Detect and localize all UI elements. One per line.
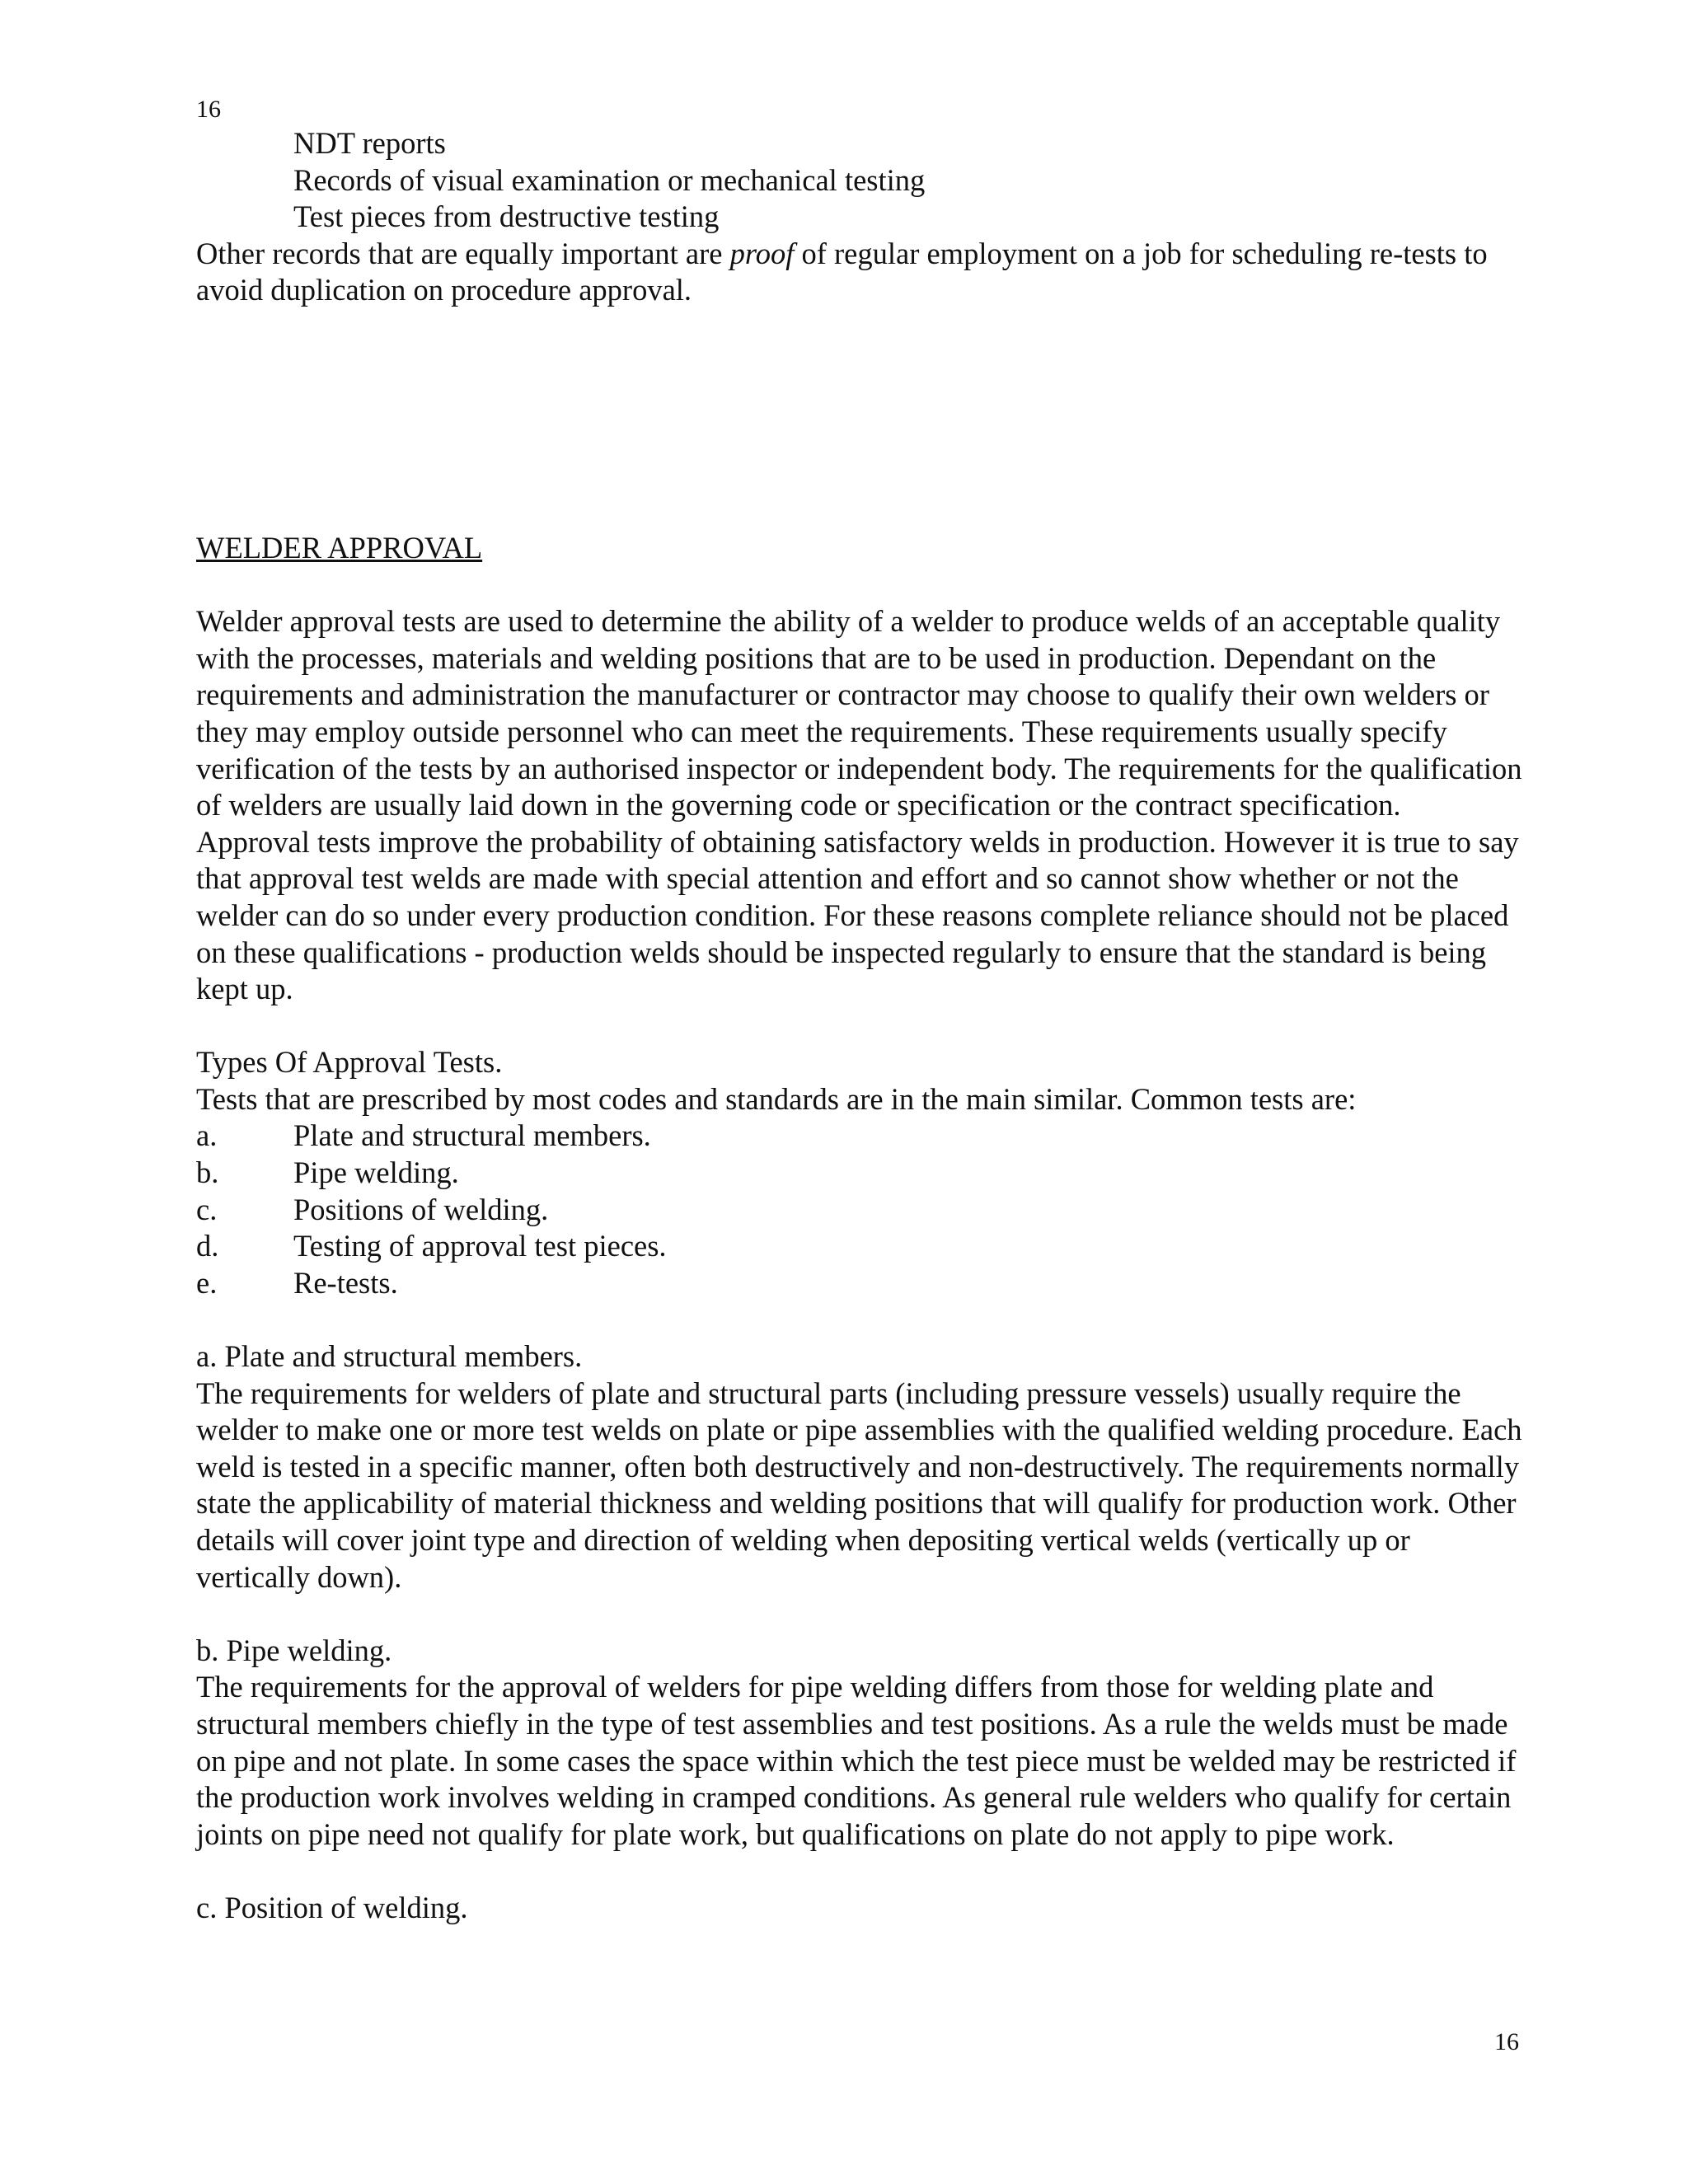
list-item-text: Pipe welding.: [293, 1155, 459, 1190]
types-title: Types Of Approval Tests.: [196, 1045, 503, 1080]
record-item-test-pieces: Test pieces from destructive testing: [293, 199, 720, 234]
section-a-title: a. Plate and structural members.: [196, 1339, 583, 1374]
list-item-letter: c.: [196, 1192, 218, 1226]
list-item: [196, 1228, 1523, 1265]
types-intro: Tests that are prescribed by most codes and standards are in the main similar. Common tests are:: [196, 1081, 1357, 1116]
list-item-text: Re-tests.: [293, 1265, 398, 1300]
list-item: [196, 1118, 1523, 1155]
list-item: [196, 1265, 1523, 1302]
document-body: [196, 125, 1523, 1927]
spacer: [196, 1596, 1523, 1633]
section-a-body: The requirements for welders of plate and structural parts (including pressure vessels) usually require the welder to make one or more test welds on plate or pipe assemblies with the qualified welding procedure. Each weld is tested in a specific manner, often both destructively and non-destructively. The requirements normally state the applicability of material thickness and welding positions that will qualify for production work. Other details will cover joint type and direction of welding when depositing vertical welds (vertically up or vertically down).: [196, 1376, 1522, 1594]
welder-approval-paragraph-2: Approval tests improve the probability of obtaining satisfactory welds in production. However it is true to say that approval test welds are made with special attention and effort and so cannot show whether or not the welder can do so under every production condition. For these reasons complete reliance should not be placed on these qualifications - production welds should be inspected regularly to ensure that the standard is being kept up.: [196, 824, 1519, 1006]
other-records-before: Other records that are equally important are: [196, 236, 730, 270]
section-b-body: The requirements for the approval of welders for pipe welding differs from those for welding plate and structural members chiefly in the type of test assemblies and test positions. As a rule the welds must be made on pipe and not plate. In some cases the space within which the test piece must be welded may be restricted if the production work involves welding in cramped conditions. As general rule welders who qualify for certain joints on pipe need not qualify for plate work, but qualifications on plate do not apply to pipe work.: [196, 1670, 1517, 1851]
section-c-title: c. Position of welding.: [196, 1890, 468, 1924]
page-number-bottom: 16: [1494, 2028, 1519, 2055]
list-item-letter: b.: [196, 1155, 219, 1190]
list-item-text: Plate and structural members.: [293, 1118, 651, 1153]
list-item: [196, 1155, 1523, 1192]
section-b-title: b. Pipe welding.: [196, 1633, 392, 1667]
record-item-visual: Records of visual examination or mechanical testing: [293, 162, 926, 197]
list-item-letter: d.: [196, 1229, 219, 1263]
spacer: [196, 309, 1523, 530]
section-heading-welder-approval: WELDER APPROVAL: [196, 530, 483, 565]
list-item-letter: a.: [196, 1118, 218, 1153]
record-item-ndt: NDT reports: [293, 126, 446, 160]
spacer: [196, 1301, 1523, 1338]
spacer: [196, 567, 1523, 604]
other-records-paragraph: [196, 236, 1523, 309]
other-records-italic: proof: [729, 236, 795, 270]
page-number-top: 16: [196, 96, 221, 123]
list-item: [196, 1192, 1523, 1229]
other-records-after: of regular employment on a job for scheduling re-tests to avoid duplication on procedure approval.: [196, 236, 1488, 307]
spacer: [196, 1008, 1523, 1045]
list-item-letter: e.: [196, 1265, 218, 1300]
list-item-text: Testing of approval test pieces.: [293, 1229, 667, 1263]
list-item-text: Positions of welding.: [293, 1192, 549, 1226]
spacer: [196, 1853, 1523, 1890]
welder-approval-paragraph-1: Welder approval tests are used to determine the ability of a welder to produce welds of an acceptable quality with the processes, materials and welding positions that are to be used in production. Dependant on the requirements and administration the manufacturer or contractor may choose to qualify their own welders or they may employ outside personnel who can meet the requirements. These requirements usually specify verification of the tests by an authorised inspector or independent body. The requirements for the qualification of welders are usually laid down in the governing code or specification or the contract specification.: [196, 604, 1522, 823]
